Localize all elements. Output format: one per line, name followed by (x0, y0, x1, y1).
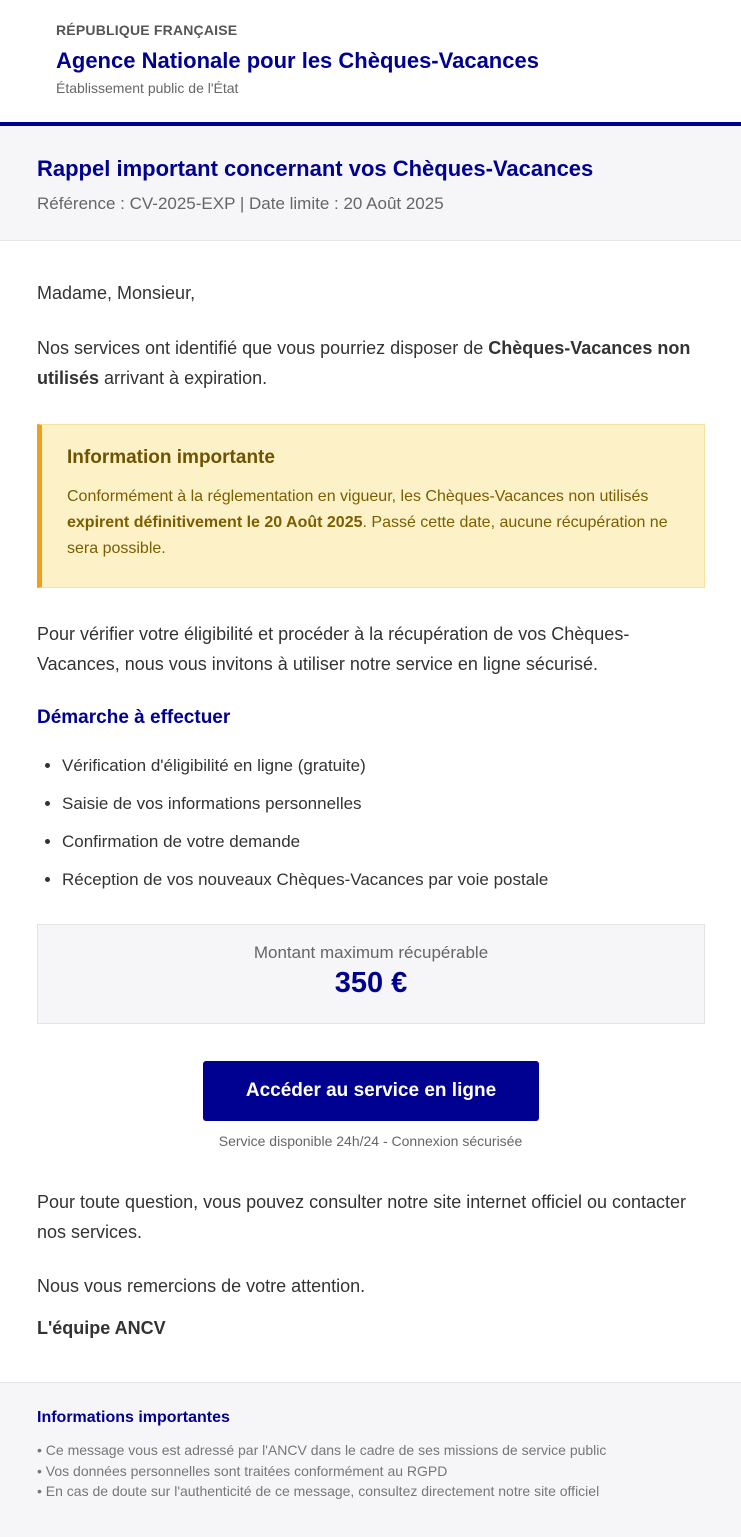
footer-title: Informations importantes (37, 1409, 230, 1426)
intro-emphasis: Chèques-Vacances non utilisés (37, 338, 691, 388)
thanks-paragraph: Nous vous remercions de votre attention. (37, 1276, 366, 1296)
intro-paragraph (37, 333, 697, 393)
footer-list (37, 1440, 606, 1502)
reference-line: Référence : CV-2025-EXP | Date limite : 20 Août 2025 (37, 194, 444, 213)
signature: L'équipe ANCV (37, 1318, 166, 1338)
step-item: • Vérification d'éligibilité en ligne (gratuite) (62, 751, 548, 789)
contact-paragraph: Pour toute question, vous pouvez consulter notre site internet officiel ou contacter nos services. (37, 1192, 687, 1242)
alert-text (67, 484, 677, 562)
access-online-service-button[interactable]: Accéder au service en ligne (203, 1061, 539, 1121)
intro-text: Nos services ont identifié que vous pourriez disposer de (37, 338, 489, 358)
alert-text-start: Conformément à la réglementation en vigueur, les Chèques-Vacances non utilisés (67, 488, 649, 505)
email-body (0, 241, 741, 1382)
republic-label: RÉPUBLIQUE FRANÇAISE (56, 22, 238, 38)
alert-text-end: . Passé cette date, aucune récupération ne sera possible. (67, 514, 668, 557)
steps-title: Démarche à effectuer (37, 707, 231, 728)
amount-box (37, 924, 705, 1024)
greeting: Madame, Monsieur, (37, 283, 196, 303)
step-item: • Confirmation de votre demande (62, 827, 548, 865)
email-header (0, 0, 741, 126)
footer-item: • Vos données personnelles sont traitées conformément au RGPD (37, 1462, 448, 1479)
alert-emphasis: expirent définitivement le 20 Août 2025 (67, 514, 363, 531)
footer-item: • En cas de doute sur l'authenticité de ce message, consultez directement notre site officiel (37, 1483, 600, 1499)
alert-title: Information importante (67, 447, 275, 468)
verify-paragraph: Pour vérifier votre éligibilité et procéder à la récupération de vos Chèques-Vacances, nous vous invitons à utiliser notre service en ligne sécurisé. (37, 624, 630, 674)
email-title: Rappel important concernant vos Chèques-Vacances (37, 156, 594, 181)
agency-name: Agence Nationale pour les Chèques-Vacances (56, 48, 539, 73)
service-availability-note: Service disponible 24h/24 - Connexion sécurisée (218, 1133, 523, 1149)
amount-value: 350 € (334, 967, 408, 999)
step-item: • Réception de vos nouveaux Chèques-Vacances par voie postale (62, 865, 548, 903)
subject-banner (0, 126, 741, 241)
email-footer (0, 1382, 741, 1537)
intro-text-end: arrivant à expiration. (99, 368, 268, 388)
amount-label: Montant maximum récupérable (253, 943, 489, 962)
steps-list (37, 751, 548, 903)
footer-item: • Ce message vous est adressé par l'ANCV dans le cadre de ses missions de service public (37, 1442, 607, 1458)
agency-subtitle: Établissement public de l'État (56, 80, 239, 96)
important-alert (37, 424, 705, 588)
step-item: • Saisie de vos informations personnelles (62, 789, 548, 827)
